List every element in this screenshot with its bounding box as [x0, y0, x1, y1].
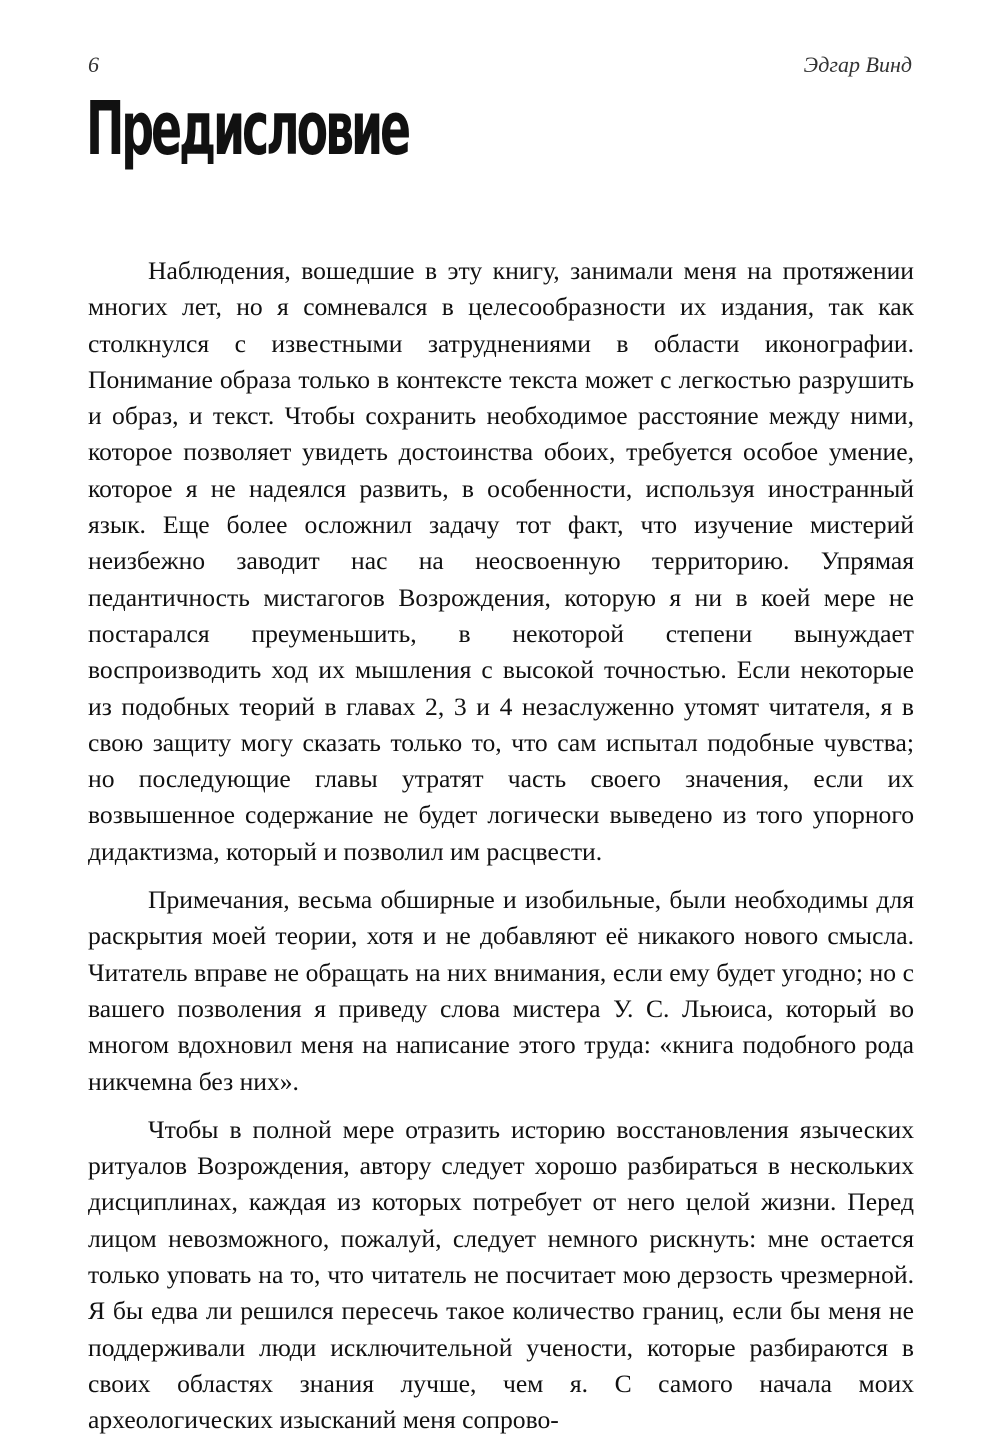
body-text — [88, 253, 914, 1439]
paragraph: Наблюдения, вошедшие в эту книгу, занимали меня на протяжении многих лет, но я сомневался в целесообразности их издания, так как столкнулся с известными затруднениями в области иконографии. Понимание образа только в контексте текста может с легкостью разрушить и образ, и текст. Чтобы сохранить необходимое расстояние между ними, которое позволяет увидеть достоинства обоих, требуется особое умение, которое я не надеялся развить, в особенности, используя иностранный язык. Еще более осложнил задачу тот факт, что изучение мистерий неизбежно заводит нас на неосвоенную территорию. Упрямая педантичность мистагогов Возрождения, которую я ни в коей мере не постарался преуменьшить, в некоторой степени вынуждает воспроизводить ход их мышления с высокой точностью. Если некоторые из подобных теорий в главах 2, 3 и 4 незаслуженно утомят читателя, я в свою защиту могу сказать только то, что сам испытал подобные чувства; но последующие главы утратят часть своего значения, если их возвышенное содержание не будет логически выведено из того упорного дидактизма, который и позволил им расцвести. — [88, 256, 914, 866]
chapter-title: Предисловие — [86, 86, 409, 172]
page-number: 6 — [88, 52, 99, 77]
running-header — [88, 52, 912, 82]
paragraph: Примечания, весьма обширные и изобильные, были необходимы для раскрытия моей теории, хотя и не добавляют её никакого нового смысла. Читатель вправе не обращать на них внимания, если ему будет угодно; но с вашего позволения я приведу слова мистера У. С. Льюиса, который во многом вдохновил меня на написание этого труда: «книга подобного рода никчемна без них». — [88, 885, 914, 1096]
paragraph: Чтобы в полной мере отразить историю восстановления языческих ритуалов Возрождения, автору следует хорошо разбираться в нескольких дисциплинах, каждая из которых потребует от него целой жизни. Перед лицом невозможного, пожалуй, следует немного рискнуть: мне остается только уповать на то, что читатель не посчитает мою дерзость чрезмерной. Я бы едва ли решился пересечь такое количество границ, если бы меня не поддерживали люди исключительной учености, которые разбираются в своих областях знания лучше, чем я. С самого начала моих археологических изысканий меня сопрово- — [88, 1114, 914, 1435]
running-title: Эдгар Винд — [803, 52, 912, 77]
